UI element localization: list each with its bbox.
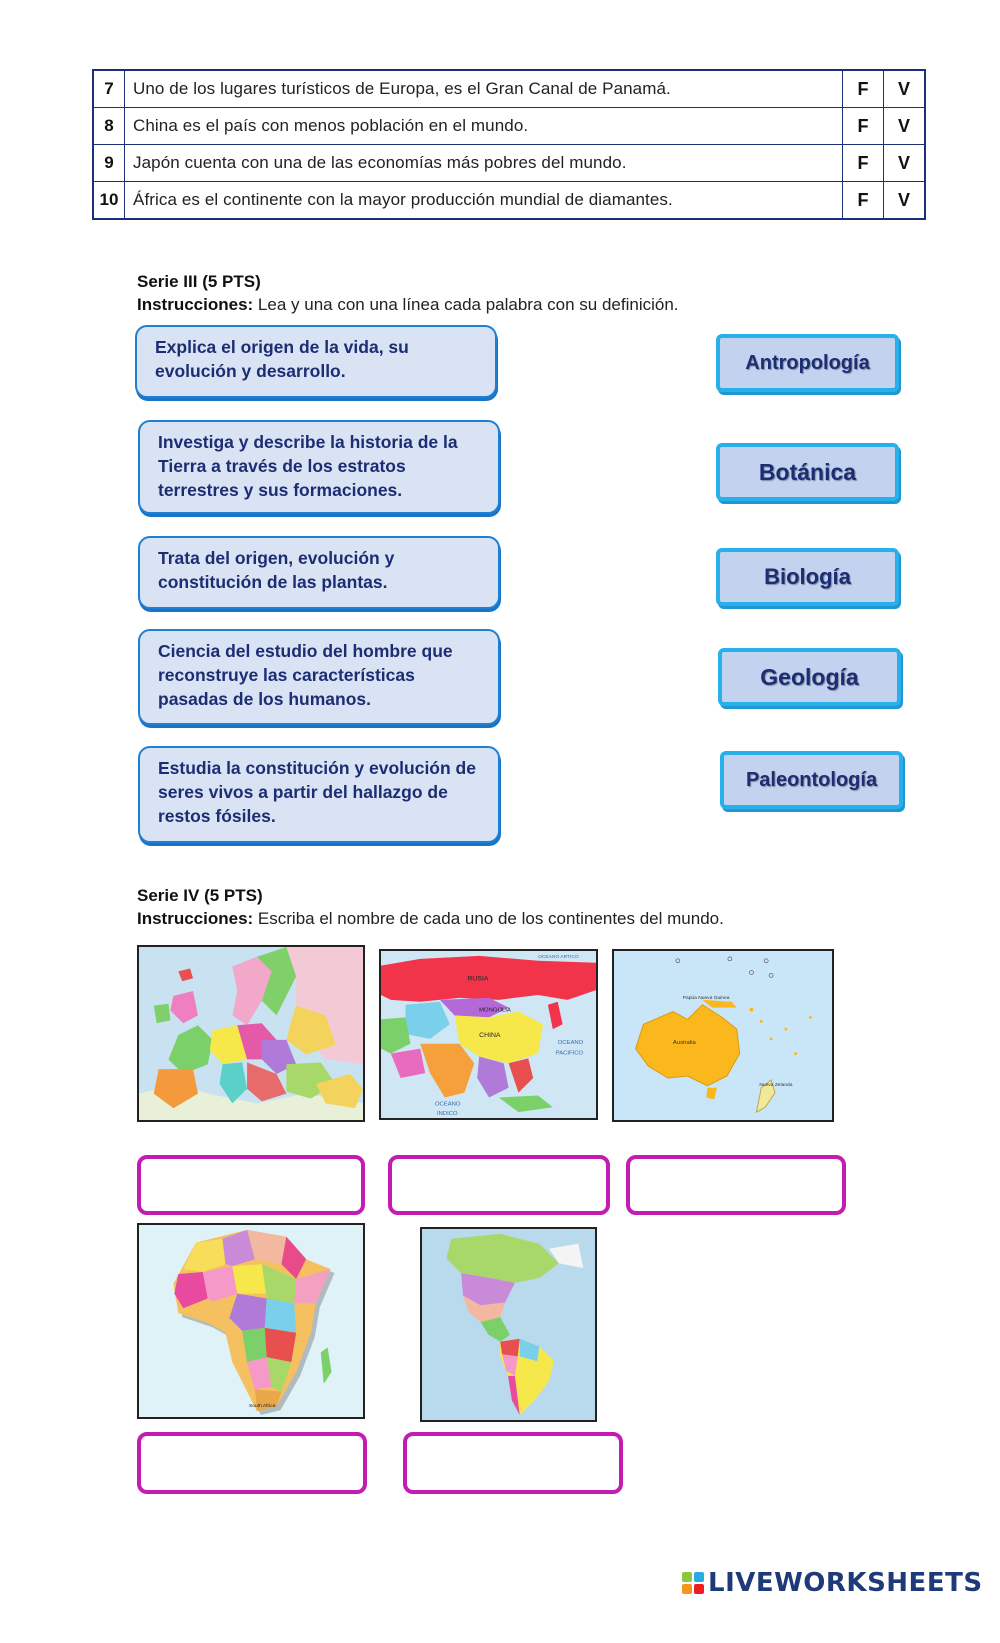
row-number: 9	[93, 145, 125, 182]
oceania-map-image	[614, 951, 832, 1120]
word-antropologia[interactable]: Antropología	[716, 334, 899, 392]
false-option[interactable]: F	[843, 70, 884, 108]
logo-text: LIVEWORKSHEETS	[708, 1568, 983, 1598]
true-option[interactable]: V	[884, 145, 926, 182]
serie-4-title: Serie IV (5 PTS)	[137, 886, 263, 905]
label-papua: Papúa Nueva Guinea	[682, 995, 730, 1001]
definition-box-2[interactable]: Investiga y describe la historia de la Tierra a través de los estratos terrestres y sus formaciones.	[138, 420, 500, 514]
instructions-text: Escriba el nombre de cada uno de los continentes del mundo.	[253, 909, 724, 928]
answer-input-oceania[interactable]	[626, 1155, 846, 1215]
instructions-label: Instrucciones:	[137, 909, 254, 928]
serie-3-title: Serie III (5 PTS)	[137, 272, 261, 291]
label-arctic: OCEANO ARTICO	[538, 954, 579, 960]
label-pacific-2: PACIFICO	[555, 1050, 584, 1057]
row-number: 7	[93, 70, 125, 108]
map-asia	[379, 949, 598, 1120]
label-australia: Australia	[672, 1039, 696, 1046]
map-america	[420, 1227, 597, 1422]
serie-3-instructions	[137, 295, 679, 315]
instructions-label: Instrucciones:	[137, 295, 254, 314]
word-botanica[interactable]: Botánica	[716, 443, 899, 501]
definition-box-5[interactable]: Estudia la constitución y evolución de seres vivos a partir del hallazgo de restos fósiles.	[138, 746, 500, 843]
false-option[interactable]: F	[843, 108, 884, 145]
definition-box-3[interactable]: Trata del origen, evolución y constitución de las plantas.	[138, 536, 500, 609]
label-indian-1: OCEANO	[434, 1101, 461, 1108]
definition-box-1[interactable]: Explica el origen de la vida, su evolución y desarrollo.	[135, 325, 497, 398]
statement-text: Uno de los lugares turísticos de Europa, es el Gran Canal de Panamá.	[125, 70, 843, 108]
table-row	[93, 108, 925, 145]
true-option[interactable]: V	[884, 70, 926, 108]
statement-text: China es el país con menos población en el mundo.	[125, 108, 843, 145]
definition-box-4[interactable]: Ciencia del estudio del hombre que reconstruye las características pasadas de los humanos.	[138, 629, 500, 725]
africa-map-image	[139, 1225, 363, 1417]
label-russia: RUSIA	[467, 975, 489, 983]
america-map-image	[422, 1229, 595, 1420]
europe-map-image	[139, 947, 363, 1120]
word-paleontologia[interactable]: Paleontología	[720, 751, 903, 809]
map-africa	[137, 1223, 365, 1419]
label-indian-2: INDICO	[436, 1111, 458, 1118]
statement-text: Japón cuenta con una de las economías más pobres del mundo.	[125, 145, 843, 182]
instructions-text: Lea y una con una línea cada palabra con su definición.	[253, 295, 679, 314]
false-option[interactable]: F	[843, 145, 884, 182]
table-row	[93, 182, 925, 220]
table-row	[93, 145, 925, 182]
asia-map-image	[381, 951, 596, 1118]
label-china: CHINA	[479, 1031, 501, 1039]
row-number: 8	[93, 108, 125, 145]
answer-input-asia[interactable]	[388, 1155, 610, 1215]
statement-text: África es el continente con la mayor producción mundial de diamantes.	[125, 182, 843, 220]
label-new-zealand: Nueva Zelanda	[759, 1082, 793, 1088]
serie-4-instructions	[137, 909, 724, 929]
map-oceania	[612, 949, 834, 1122]
true-option[interactable]: V	[884, 182, 926, 220]
word-geologia[interactable]: Geología	[718, 648, 901, 706]
answer-input-america[interactable]	[403, 1432, 623, 1494]
true-option[interactable]: V	[884, 108, 926, 145]
row-number: 10	[93, 182, 125, 220]
answer-input-europe[interactable]	[137, 1155, 365, 1215]
false-option[interactable]: F	[843, 182, 884, 220]
table-row	[93, 70, 925, 108]
answer-input-africa[interactable]	[137, 1432, 367, 1494]
label-south-africa: South Africa	[249, 1404, 276, 1410]
true-false-table	[92, 69, 926, 220]
word-biologia[interactable]: Biología	[716, 548, 899, 606]
liveworksheets-logo[interactable]	[682, 1568, 983, 1598]
label-pacific-1: OCEANO	[557, 1039, 584, 1046]
logo-mark-icon	[682, 1572, 704, 1594]
label-mongolia: MONGOLIA	[479, 1007, 511, 1014]
map-europe	[137, 945, 365, 1122]
